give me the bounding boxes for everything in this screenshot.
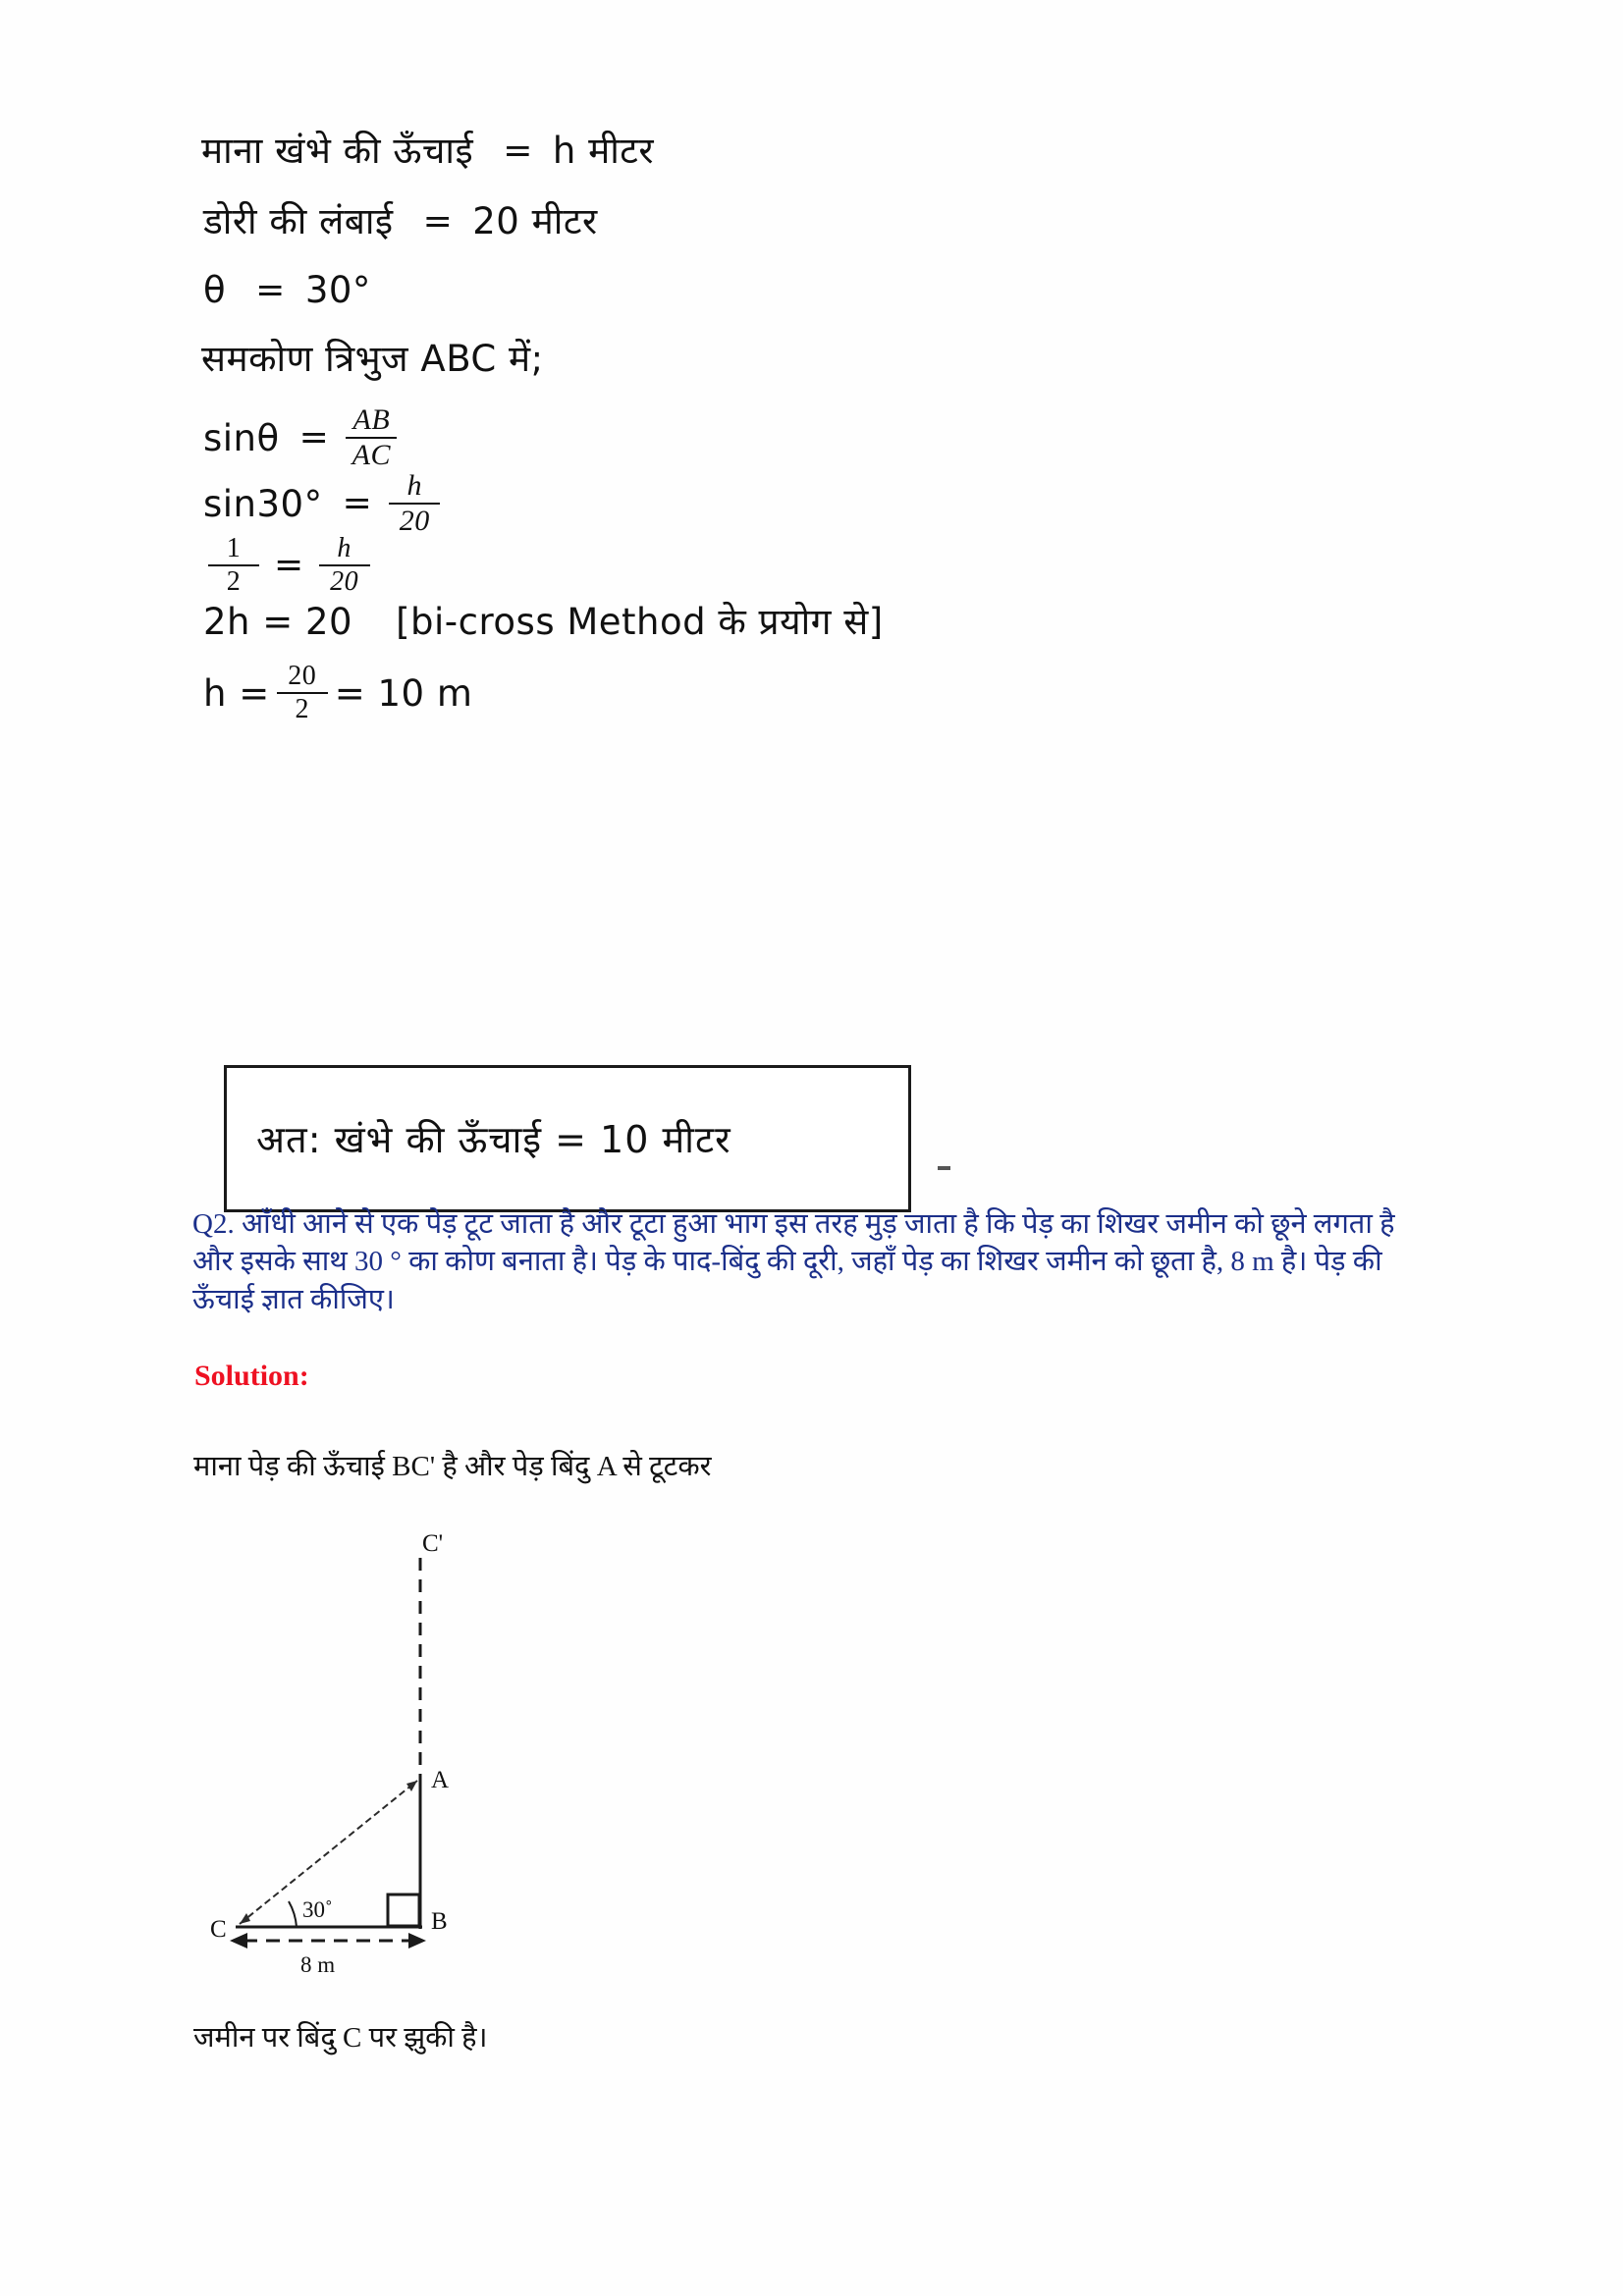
equals-sign: = xyxy=(298,417,330,457)
equals-sign: = xyxy=(342,483,373,523)
solution-intro-line: माना पेड़ की ऊँचाई BC' है और पेड़ बिंदु A से टूटकर xyxy=(193,1451,712,1482)
fraction-denominator: 20 xyxy=(389,503,440,536)
work-line-pole-height xyxy=(201,130,655,172)
stray-ink-mark xyxy=(938,1166,950,1170)
fraction-denominator: 2 xyxy=(277,692,328,723)
final-answer-box xyxy=(224,1065,911,1212)
equals-sign: = xyxy=(503,130,533,171)
fraction-numerator: h xyxy=(406,469,423,502)
theta-value: 30° xyxy=(304,269,371,311)
equals-sign: = xyxy=(255,269,286,310)
final-answer-text: अत: खंभे की ऊँचाई = 10 मीटर xyxy=(256,1118,731,1161)
pole-height-label: माना खंभे की ऊँचाई xyxy=(201,130,474,172)
label-c: C xyxy=(210,1916,227,1943)
theta-symbol: θ xyxy=(203,269,227,311)
hypotenuse-arrowhead-a xyxy=(406,1781,417,1791)
h-equals-lhs: h = xyxy=(203,671,270,715)
work-line-2h-equals-20 xyxy=(203,601,884,643)
rope-length-label: डोरी की लंबाई xyxy=(203,200,394,242)
dimension-arrowhead-left xyxy=(230,1933,247,1949)
sin-theta-lhs: sinθ xyxy=(203,416,280,459)
equals-sign: = xyxy=(422,200,454,241)
tree-triangle-diagram xyxy=(187,1517,540,1988)
fraction-20-over-2 xyxy=(277,663,328,723)
label-angle-30: 30˚ xyxy=(302,1897,333,1922)
rope-length-value: 20 मीटर xyxy=(472,200,598,242)
solution-closing-line: जमीन पर बिंदु C पर झुकी है। xyxy=(193,2022,488,2054)
fraction-ab-over-ac xyxy=(346,405,397,470)
work-line-rope-length xyxy=(203,200,598,242)
equals-sign: = xyxy=(274,545,304,585)
fraction-denominator: AC xyxy=(346,437,397,470)
fraction-h-over-20 xyxy=(389,471,440,536)
work-line-half-equals xyxy=(201,535,377,596)
hypotenuse-arrowhead-c xyxy=(240,1913,250,1924)
fraction-numerator: AB xyxy=(352,403,391,436)
label-base-8m: 8 m xyxy=(300,1952,336,1977)
label-b: B xyxy=(431,1908,448,1935)
work-line-sin30 xyxy=(203,471,449,536)
label-a: A xyxy=(431,1767,450,1793)
work-line-sin-theta xyxy=(203,405,406,470)
work-line-h-result xyxy=(203,663,472,723)
right-angle-marker xyxy=(388,1895,419,1926)
dimension-arrowhead-right xyxy=(408,1933,426,1949)
angle-arc-30 xyxy=(289,1901,297,1927)
question-2-text: Q2. आँधी आने से एक पेड़ टूट जाता है और टूटा हुआ भाग इस तरह मुड़ जाता है कि पेड़ का शिखर जमीन को छूने लगता है और इसके साथ 30 ° का कोण बनाता है। पेड़ के पाद-बिंदु की दूरी, जहाँ पेड़ का शिखर जमीन को छूता है, 8 m है। पेड़ की ऊँचाई ज्ञात कीजिए। xyxy=(192,1208,1395,1315)
label-c-prime: C' xyxy=(422,1530,444,1557)
fraction-numerator: 1 xyxy=(226,533,242,563)
solution-label: Solution: xyxy=(194,1360,309,1392)
fraction-numerator: h xyxy=(337,533,352,563)
triangle-statement-text: समकोण त्रिभुज ABC में; xyxy=(201,338,544,380)
two-h-equation: 2h = 20 xyxy=(203,601,353,643)
fraction-one-over-two xyxy=(208,535,259,596)
pole-height-value: h मीटर xyxy=(552,130,655,172)
fraction-denominator: 20 xyxy=(319,564,370,596)
sin30-lhs: sin30° xyxy=(203,482,323,525)
work-line-theta xyxy=(203,269,371,311)
fraction-h-over-20-second xyxy=(319,535,370,596)
work-line-triangle-statement xyxy=(201,338,544,380)
fraction-denominator: 2 xyxy=(208,564,259,596)
bi-cross-method-note: [bi-cross Method के प्रयोग से] xyxy=(396,601,884,643)
h-result-value: = 10 m xyxy=(334,671,473,715)
fraction-numerator: 20 xyxy=(288,661,317,691)
